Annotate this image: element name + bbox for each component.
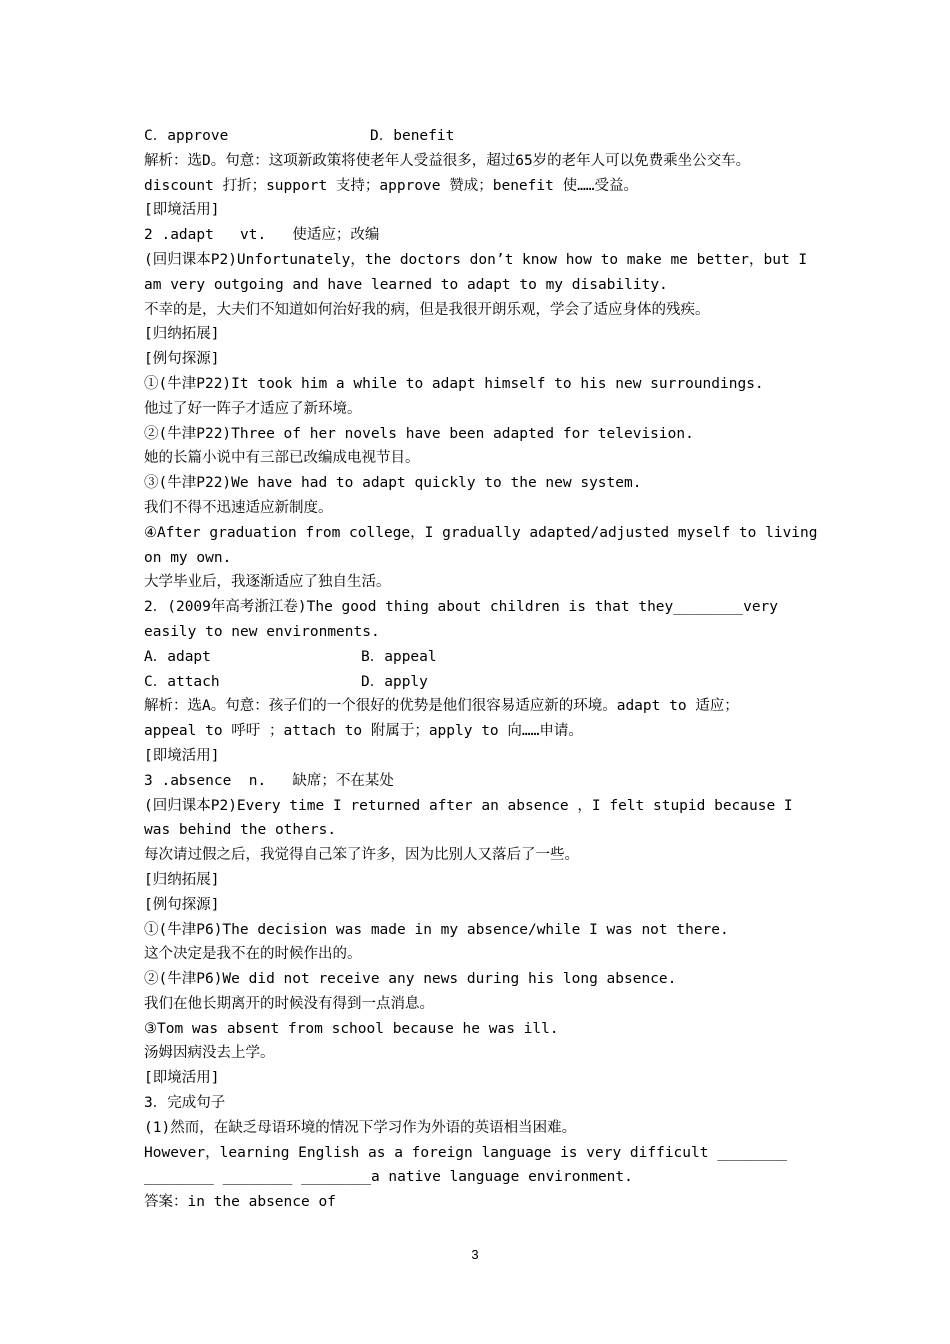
text-line: (回归课本P2)Unfortunately，the doctors don’t know how to make me better，but I [144, 251, 808, 268]
section-heading: [例句探源] [144, 351, 220, 368]
example-translation: 这个决定是我不在的时候作出的。 [144, 946, 362, 963]
vocab-heading-absence: 3 .absence n. 缺席；不在某处 [144, 772, 394, 789]
text-line: 每次请过假之后，我觉得自己笨了许多，因为比别人又落后了一些。 [144, 847, 579, 864]
example-sentence: ②(牛津P6)We did not receive any news during his long absence. [144, 971, 677, 988]
option-b: B．appeal [361, 648, 437, 665]
exercise-sentence: However，learning English as a foreign language is very difficult ________ [144, 1144, 788, 1161]
section-heading: [即境活用] [144, 1070, 220, 1087]
explanation-line: discount 打折；support 支持；approve 赞成；benefit 使……受益。 [144, 177, 639, 194]
example-sentence: ①(牛津P6)The decision was made in my absence/while I was not there. [144, 921, 729, 938]
exercise-sentence: ________ ________ ________a native language environment. [144, 1169, 633, 1186]
question-line: 2．(2009年高考浙江卷)The good thing about children is that they________very [144, 599, 779, 616]
option-a: A．adapt [144, 648, 211, 665]
option-c: C．approve [144, 128, 229, 144]
example-translation: 汤姆因病没去上学。 [144, 1045, 275, 1062]
section-heading: [例句探源] [144, 896, 220, 913]
example-translation: 大学毕业后，我逐渐适应了独自生活。 [144, 574, 391, 591]
example-sentence: on my own. [144, 549, 232, 566]
section-heading: [即境活用] [144, 747, 220, 764]
example-sentence: ④After graduation from college，I gradually adapted/adjusted myself to living [144, 524, 818, 541]
explanation-line: appeal to 呼吁 ；attach to 附属于；apply to 向……申请。 [144, 723, 583, 740]
option-d: D．benefit [370, 128, 455, 144]
text-line: 不幸的是，大夫们不知道如何治好我的病，但是我很开朗乐观，学会了适应身体的残疾。 [144, 301, 710, 318]
section-heading: [归纳拓展] [144, 871, 220, 888]
option-d: D．apply [361, 673, 428, 690]
example-translation: 她的长篇小说中有三部已改编成电视节目。 [144, 450, 420, 467]
example-translation: 我们不得不迅速适应新制度。 [144, 499, 333, 516]
option-row [144, 670, 812, 695]
option-row [144, 645, 812, 670]
example-translation: 我们在他长期离开的时候没有得到一点消息。 [144, 995, 434, 1012]
text-line: was behind the others. [144, 822, 337, 839]
example-sentence: ③Tom was absent from school because he was ill. [144, 1020, 559, 1037]
example-sentence: ③(牛津P22)We have had to adapt quickly to the new system. [144, 475, 642, 492]
example-translation: 他过了好一阵子才适应了新环境。 [144, 400, 362, 417]
section-heading: [归纳拓展] [144, 326, 220, 343]
example-sentence: ①(牛津P22)It took him a while to adapt himself to his new surroundings. [144, 375, 764, 392]
exercise-heading: 3．完成句子 [144, 1095, 226, 1112]
explanation-line: 解析：选D。句意：这项新政策将使老年人受益很多，超过65岁的老年人可以免费乘坐公交车。 [144, 152, 751, 169]
text-line: am very outgoing and have learned to adapt to my disability. [144, 276, 668, 293]
section-heading: [即境活用] [144, 202, 220, 219]
explanation-line: 解析：选A。句意：孩子们的一个很好的优势是他们很容易适应新的环境。adapt to 适应； [144, 698, 739, 715]
page-number: 3 [471, 1247, 479, 1262]
vocab-heading-adapt: 2 .adapt vt. 使适应；改编 [144, 227, 380, 244]
page-content [144, 124, 818, 1215]
option-row [144, 124, 812, 149]
exercise-prompt: (1)然而，在缺乏母语环境的情况下学习作为外语的英语相当困难。 [144, 1119, 577, 1136]
example-sentence: ②(牛津P22)Three of her novels have been adapted for television. [144, 425, 694, 442]
question-line: easily to new environments. [144, 623, 380, 640]
answer-line: 答案：in the absence of [144, 1194, 336, 1211]
option-c: C．attach [144, 673, 220, 690]
text-line: (回归课本P2)Every time I returned after an absence ，I felt stupid because I [144, 797, 793, 814]
